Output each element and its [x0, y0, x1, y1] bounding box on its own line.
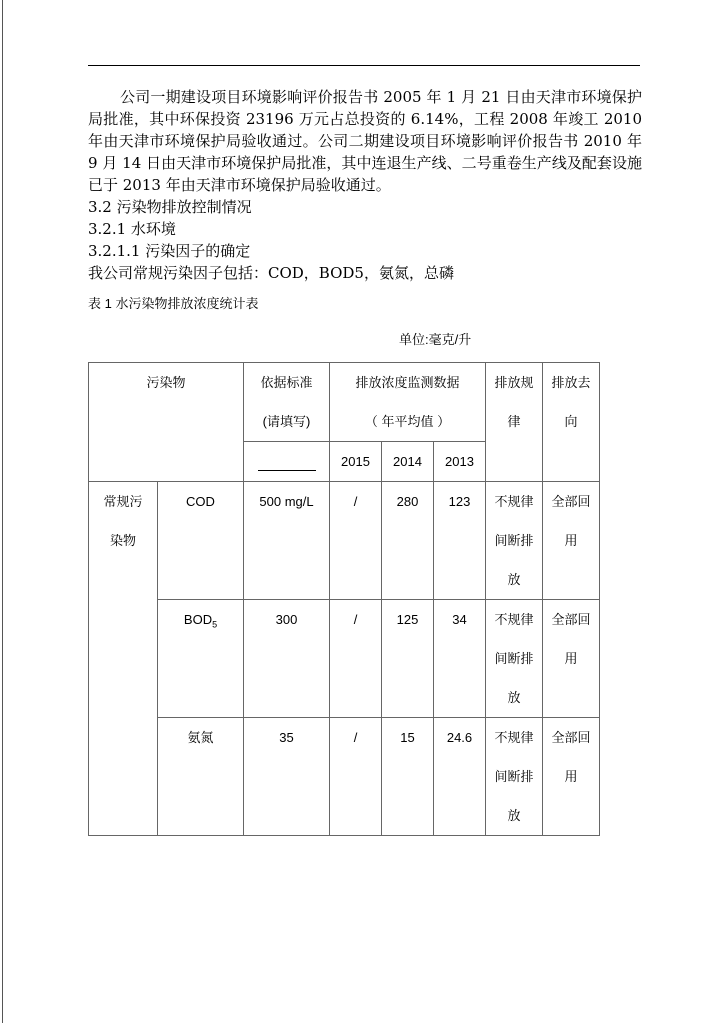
header-monitoring — [330, 363, 486, 442]
heading-3-2: 3.2 污染物排放控制情况 — [88, 198, 252, 216]
pollutant-name: COD — [158, 482, 244, 600]
rule-line-3: 放 — [507, 808, 521, 823]
value-2014: 15 — [382, 718, 434, 836]
standard-value: 35 — [244, 718, 330, 836]
value-2013: 24.6 — [434, 718, 486, 836]
value-2014: 280 — [382, 482, 434, 600]
value-2015: / — [330, 482, 382, 600]
rule-line-2: 间断排 — [494, 769, 534, 784]
discharge-rule — [486, 600, 543, 718]
destination-line-2: 用 — [564, 651, 578, 666]
rule-line-3: 放 — [507, 690, 521, 705]
discharge-rule — [486, 718, 543, 836]
destination-line-1: 全部回 — [551, 730, 591, 745]
pollutant-name: 氨氮 — [158, 718, 244, 836]
year-2014: 2014 — [382, 442, 434, 482]
table-caption: 表 1 水污染物排放浓度统计表 — [88, 296, 259, 311]
pollutant-name — [158, 600, 244, 718]
pollutant-name-subscript: 5 — [212, 619, 218, 630]
header-standard-line-1: 依据标准 — [260, 375, 313, 390]
heading-3-2-1: 3.2.1 水环境 — [88, 220, 176, 238]
rule-line-1: 不规律 — [494, 612, 534, 627]
discharge-destination — [543, 718, 600, 836]
pollutant-name-base: BOD — [183, 612, 213, 627]
rule-line-3: 放 — [507, 572, 521, 587]
destination-line-1: 全部回 — [551, 612, 591, 627]
pollutant-table — [88, 362, 600, 836]
header-destination-line-2: 向 — [564, 414, 578, 429]
header-rule — [486, 363, 543, 482]
rule-line-1: 不规律 — [494, 730, 534, 745]
document-body — [88, 86, 642, 284]
table-header-row — [89, 363, 600, 442]
header-destination-line-1: 排放去 — [551, 375, 591, 390]
header-destination — [543, 363, 600, 482]
header-standard-blank — [244, 442, 330, 482]
value-2015: / — [330, 718, 382, 836]
group-label-line-1: 常规污 — [103, 494, 143, 509]
discharge-destination — [543, 600, 600, 718]
heading-3-2-1-1: 3.2.1.1 污染因子的确定 — [88, 242, 251, 260]
pollution-factors-text: 我公司常规污染因子包括：COD，BOD5，氨氮，总磷 — [88, 264, 454, 282]
header-pollutant: 污染物 — [89, 363, 244, 482]
rule-line-1: 不规律 — [494, 494, 534, 509]
group-label — [89, 482, 158, 836]
header-rule-line-2: 律 — [507, 414, 521, 429]
destination-line-2: 用 — [564, 533, 578, 548]
header-rule — [88, 65, 640, 66]
discharge-rule — [486, 482, 543, 600]
header-rule-line-1: 排放规 — [494, 375, 534, 390]
value-2014: 125 — [382, 600, 434, 718]
header-monitoring-line-1: 排放浓度监测数据 — [355, 375, 460, 390]
header-standard-line-2: (请填写) — [262, 414, 311, 429]
page-left-edge — [2, 0, 3, 1023]
value-2013: 34 — [434, 600, 486, 718]
destination-line-2: 用 — [564, 769, 578, 784]
year-2013: 2013 — [434, 442, 486, 482]
rule-line-2: 间断排 — [494, 533, 534, 548]
unit-label: 单位:毫克/升 — [399, 332, 472, 347]
header-monitoring-line-2: （ 年平均值 ） — [364, 414, 451, 429]
header-standard — [244, 363, 330, 442]
standard-value: 300 — [244, 600, 330, 718]
standard-value: 500 mg/L — [244, 482, 330, 600]
rule-line-2: 间断排 — [494, 651, 534, 666]
group-label-line-2: 染物 — [109, 533, 136, 548]
value-2015: / — [330, 600, 382, 718]
intro-paragraph: 公司一期建设项目环境影响评价报告书 2005 年 1 月 21 日由天津市环境保护局批准，其中环保投资 23196 万元占总投资的 6.14%，工程 2008 年竣工 2010 年由天津市环境保护局验收通过。公司二期建设项目环境影响评价报告书 2010 年 9 月 14 日由天津市环境保护局批准，其中连退生产线、二号重卷生产线及配套设施已于 2013 年由天津市环境保护局验收通过。 — [88, 88, 642, 194]
year-2015: 2015 — [330, 442, 382, 482]
value-2013: 123 — [434, 482, 486, 600]
fill-in-blank — [258, 454, 316, 471]
destination-line-1: 全部回 — [551, 494, 591, 509]
discharge-destination — [543, 482, 600, 600]
